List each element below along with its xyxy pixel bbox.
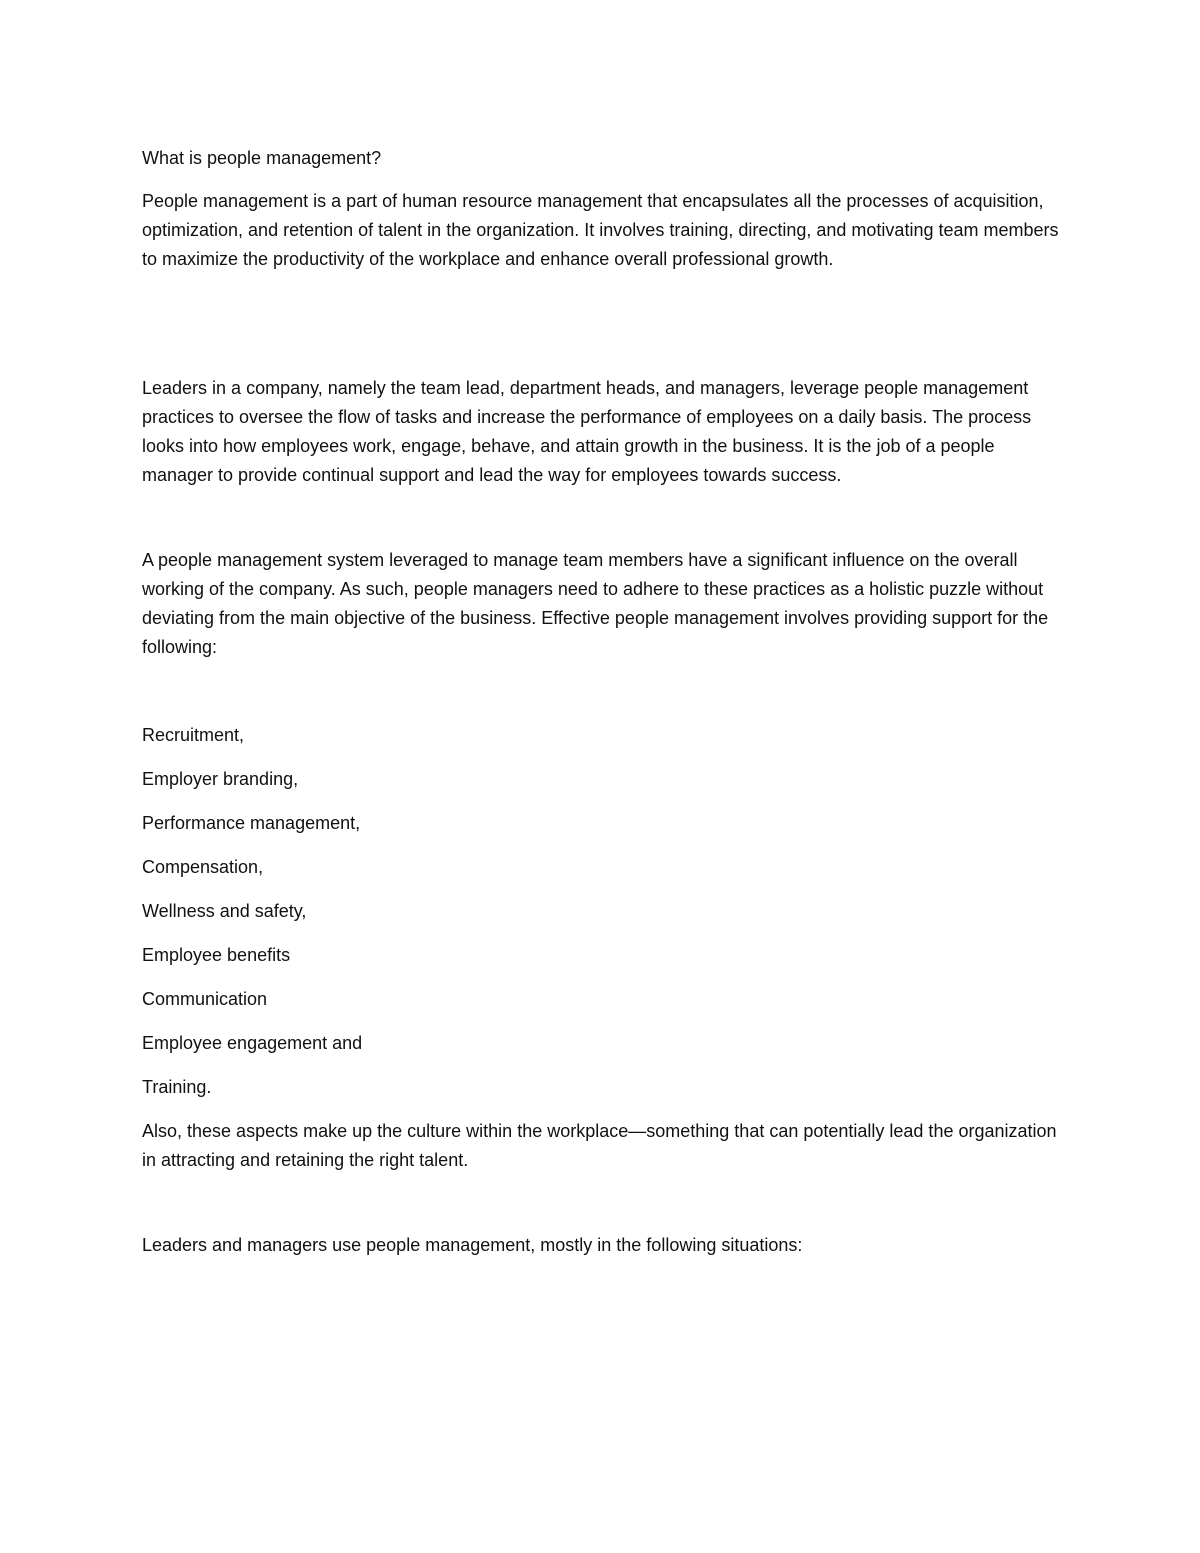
list-item: Recruitment, xyxy=(142,725,245,745)
support-list xyxy=(142,721,1062,1102)
list-item: Employee benefits xyxy=(142,945,291,965)
list-item: Compensation, xyxy=(142,857,264,877)
list-item: Communication xyxy=(142,989,268,1009)
paragraph-leaders: Leaders in a company, namely the team lead, department heads, and managers, leverage people management practices to oversee the flow of tasks and increase the performance of employees on a daily basis. The process looks into how employees work, engage, behave, and attain growth in the business. It is the job of a people manager to provide continual support and lead the way for employees towards success. xyxy=(142,378,1032,485)
paragraph-situations: Leaders and managers use people management, mostly in the following situations: xyxy=(142,1235,803,1255)
list-item: Wellness and safety, xyxy=(142,901,307,921)
paragraph-definition: People management is a part of human resource management that encapsulates all the processes of acquisition, optimization, and retention of talent in the organization. It involves training, directing, and motivating team members to maximize the productivity of the workplace and enhance overall professional growth. xyxy=(142,191,1059,269)
list-item: Performance management, xyxy=(142,813,361,833)
paragraph-system: A people management system leveraged to manage team members have a significant influence on the overall working of the company. As such, people managers need to adhere to these practices as a holistic puzzle without deviating from the main objective of the business. Effective people management involves providing support for the following: xyxy=(142,550,1049,657)
list-item: Employee engagement and xyxy=(142,1033,363,1053)
list-item: Employer branding, xyxy=(142,769,299,789)
paragraph-culture: Also, these aspects make up the culture within the workplace—something that can potentially lead the organization in attracting and retaining the right talent. xyxy=(142,1121,1057,1170)
document-body xyxy=(142,144,1062,1260)
document-heading: What is people management? xyxy=(142,148,382,168)
list-item: Training. xyxy=(142,1077,212,1097)
